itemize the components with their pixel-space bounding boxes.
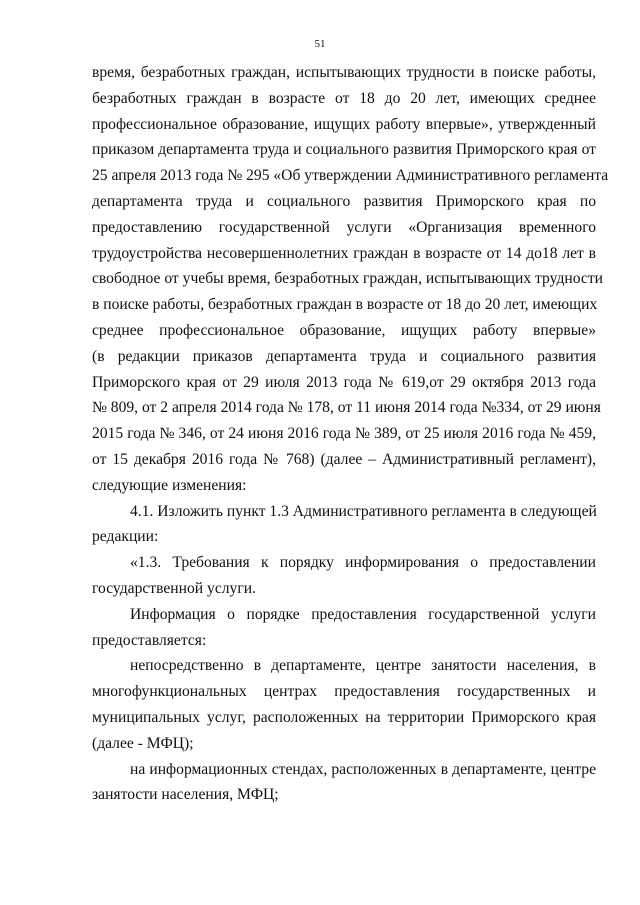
text-line: трудоустройства несовершеннолетних граждан в возрасте от 14 до18 лет в xyxy=(92,244,596,262)
text-line: 25 апреля 2013 года № 295 «Об утверждении Административного регламента xyxy=(92,167,609,185)
paragraph-information-stands xyxy=(92,757,596,809)
text-line: редакции: xyxy=(92,528,159,546)
text-line: следующие изменения: xyxy=(92,476,247,494)
text-line: предоставляется: xyxy=(92,631,207,649)
text-line: приказом департамента труда и социального развития Приморского края от xyxy=(92,141,596,159)
text-line: в поиске работы, безработных граждан в возрасте от 18 до 20 лет, имеющих xyxy=(92,296,598,314)
text-line: от 15 декабря 2016 года № 768) (далее – Административный регламент), xyxy=(92,450,596,468)
text-line: (далее - МФЦ); xyxy=(92,734,194,752)
text-line: 2015 года № 346, от 24 июня 2016 года № 389, от 25 июля 2016 года № 459, xyxy=(92,425,596,443)
text-line: свободное от учебы время, безработных граждан, испытывающих трудности xyxy=(92,270,604,288)
document-body xyxy=(92,60,609,808)
paragraph-amendment-intro xyxy=(92,60,609,499)
text-line: Приморского края от 29 июля 2013 года № 619,от 29 октября 2013 года xyxy=(92,373,596,391)
text-line: на информационных стендах, расположенных в департаменте, центре xyxy=(130,760,596,778)
text-line: профессиональное образование, ищущих работу впервые», утвержденный xyxy=(92,115,596,133)
text-line: 4.1. Изложить пункт 1.3 Административного регламента в следующей xyxy=(130,502,597,520)
paragraph-directly-in-department xyxy=(92,653,596,756)
paragraph-item-4-1 xyxy=(92,499,596,551)
text-line: многофункциональных центрах предоставления государственных и xyxy=(92,683,596,701)
text-line: Информация о порядке предоставления государственной услуги xyxy=(130,605,596,623)
text-line: среднее профессиональное образование, ищущих работу впервые» xyxy=(92,321,596,339)
text-line: время, безработных граждан, испытывающих трудности в поиске работы, xyxy=(92,64,596,81)
text-line: предоставлению государственной услуги «Организация временного xyxy=(92,218,596,236)
text-line: департамента труда и социального развития Приморского края по xyxy=(92,192,596,210)
text-line: (в редакции приказов департамента труда и социального развития xyxy=(92,347,596,365)
paragraph-item-1-3 xyxy=(92,550,596,602)
page-number: 51 xyxy=(314,38,326,50)
text-line: занятости населения, МФЦ; xyxy=(92,786,279,804)
text-line: государственной услуги. xyxy=(92,579,256,597)
text-line: № 809, от 2 апреля 2014 года № 178, от 11 июня 2014 года №334, от 29 июня xyxy=(92,399,601,417)
text-line: муниципальных услуг, расположенных на территории Приморского края xyxy=(92,708,596,726)
text-line: непосредственно в департаменте, центре занятости населения, в xyxy=(130,657,596,675)
text-line: «1.3. Требования к порядку информирования о предоставлении xyxy=(130,554,596,572)
paragraph-information-provision xyxy=(92,602,596,654)
text-line: безработных граждан в возрасте от 18 до 20 лет, имеющих среднее xyxy=(92,89,596,107)
